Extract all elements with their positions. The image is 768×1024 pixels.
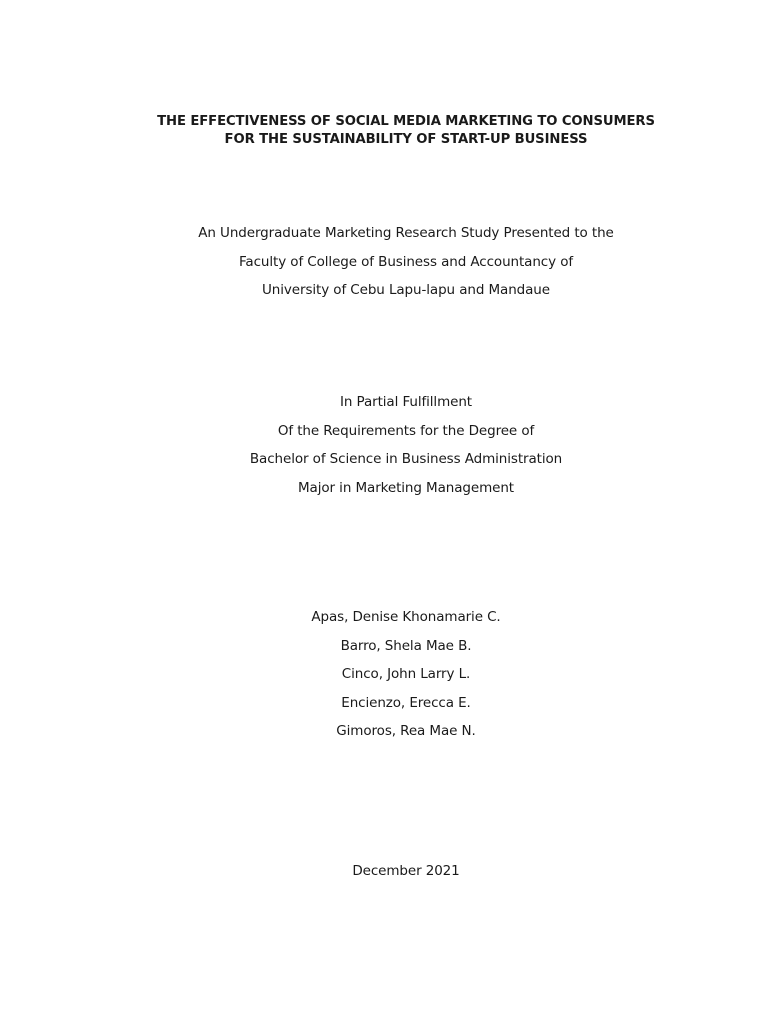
- author-name: Apas, Denise Khonamarie C.: [311, 609, 501, 625]
- author-list: [0, 603, 768, 746]
- presentation-statement: [0, 219, 768, 305]
- author-name: Barro, Shela Mae B.: [340, 637, 472, 654]
- title-line-1: THE EFFECTIVENESS OF SOCIAL MEDIA MARKETING TO CONSUMERS: [157, 114, 655, 129]
- fulfillment-line-1: In Partial Fulfillment: [340, 394, 472, 410]
- title-line-2: FOR THE SUSTAINABILITY OF START-UP BUSINESS: [224, 132, 588, 147]
- author-name: Cinco, John Larry L.: [341, 666, 471, 682]
- author-name: Encienzo, Erecca E.: [341, 694, 471, 711]
- degree-fulfillment: [0, 388, 768, 502]
- fulfillment-line-2: Of the Requirements for the Degree of: [277, 422, 535, 439]
- presentation-line-2: Faculty of College of Business and Accountancy of: [238, 253, 574, 270]
- author-name: Gimoros, Rea Mae N.: [336, 723, 476, 739]
- date-text: December 2021: [352, 863, 460, 879]
- document-title: [0, 113, 768, 149]
- presentation-line-1: An Undergraduate Marketing Research Study Presented to the: [198, 225, 614, 241]
- submission-date: [0, 857, 768, 886]
- fulfillment-line-4: Major in Marketing Management: [298, 479, 514, 496]
- presentation-line-3: University of Cebu Lapu-lapu and Mandaue: [262, 282, 550, 298]
- fulfillment-line-3: Bachelor of Science in Business Administration: [249, 451, 563, 467]
